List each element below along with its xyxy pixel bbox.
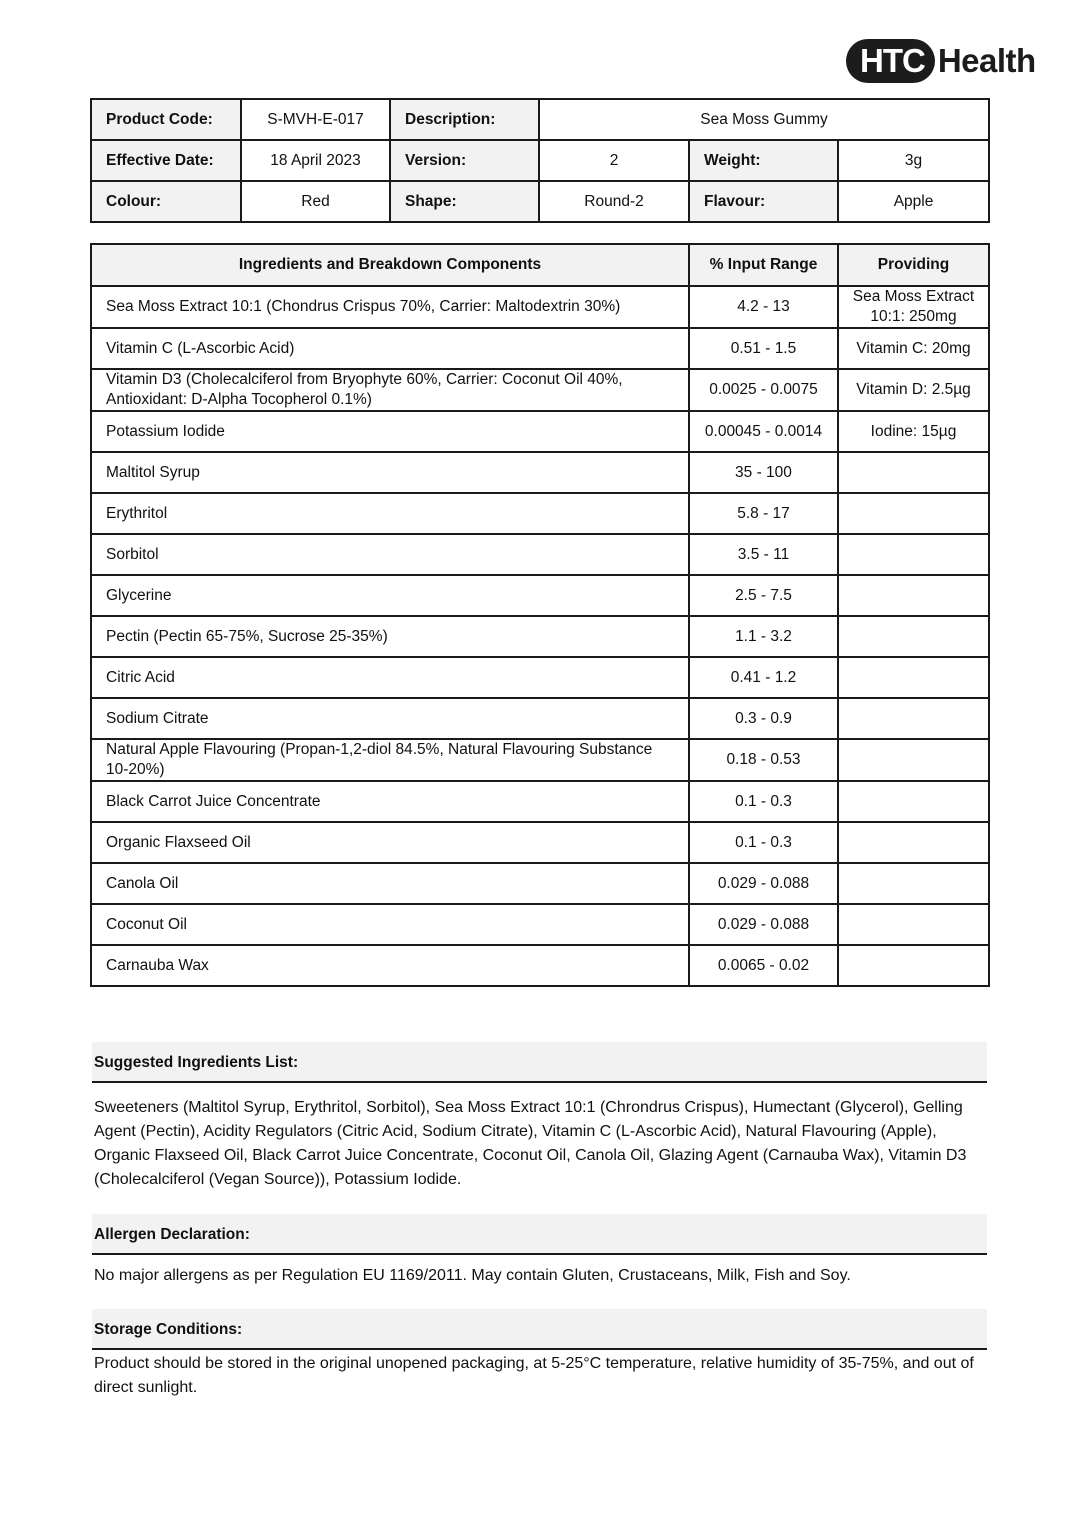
ingredient-input-range: 0.0065 - 0.02: [689, 945, 838, 986]
ingredient-row: [91, 781, 989, 822]
ingredient-name: Canola Oil: [91, 863, 689, 904]
effective-date-label: Effective Date:: [91, 140, 241, 181]
flavour-value: Apple: [838, 181, 989, 222]
ingredient-input-range: 1.1 - 3.2: [689, 616, 838, 657]
product-code-value: S-MVH-E-017: [241, 99, 390, 140]
ingredient-name: Vitamin D3 (Cholecalciferol from Bryophyte 60%, Carrier: Coconut Oil 40%, Antioxidant: D-Alpha Tocopherol 0.1%): [91, 369, 689, 411]
ingredient-row: [91, 493, 989, 534]
ingredient-input-range: 5.8 - 17: [689, 493, 838, 534]
colour-label: Colour:: [91, 181, 241, 222]
description-value: Sea Moss Gummy: [539, 99, 989, 140]
product-code-label: Product Code:: [91, 99, 241, 140]
ingredient-input-range: 0.51 - 1.5: [689, 328, 838, 369]
ingredients-header-row: [91, 244, 989, 286]
ingredient-row: [91, 452, 989, 493]
ingredient-row: [91, 739, 989, 781]
ingredient-input-range: 0.1 - 0.3: [689, 781, 838, 822]
allergen-text: No major allergens as per Regulation EU 1169/2011. May contain Gluten, Crustaceans, Milk, Fish and Soy.: [94, 1267, 851, 1284]
ingredient-row: [91, 616, 989, 657]
shape-label: Shape:: [390, 181, 539, 222]
column-header-ingredients: Ingredients and Breakdown Components: [91, 244, 689, 286]
ingredient-row: [91, 945, 989, 986]
ingredient-name: Potassium Iodide: [91, 411, 689, 452]
ingredient-input-range: 35 - 100: [689, 452, 838, 493]
ingredient-name: Coconut Oil: [91, 904, 689, 945]
ingredient-name: Erythritol: [91, 493, 689, 534]
effective-date-value: 18 April 2023: [241, 140, 390, 181]
ingredient-row: [91, 657, 989, 698]
ingredient-input-range: 0.0025 - 0.0075: [689, 369, 838, 411]
ingredient-name: Organic Flaxseed Oil: [91, 822, 689, 863]
ingredient-row: [91, 411, 989, 452]
ingredient-name: Citric Acid: [91, 657, 689, 698]
ingredient-input-range: 3.5 - 11: [689, 534, 838, 575]
ingredient-row: [91, 822, 989, 863]
ingredient-providing: [838, 698, 989, 739]
colour-value: Red: [241, 181, 390, 222]
ingredient-input-range: 0.41 - 1.2: [689, 657, 838, 698]
ingredient-input-range: 0.1 - 0.3: [689, 822, 838, 863]
ingredient-providing: Sea Moss Extract 10:1: 250mg: [838, 286, 989, 328]
logo-mark: [846, 39, 935, 83]
ingredient-providing: [838, 493, 989, 534]
ingredient-name: Carnauba Wax: [91, 945, 689, 986]
ingredient-name: Pectin (Pectin 65-75%, Sucrose 25-35%): [91, 616, 689, 657]
ingredient-name: Black Carrot Juice Concentrate: [91, 781, 689, 822]
header-row-1: [91, 99, 989, 140]
suggested-ingredients-text: Sweeteners (Maltitol Syrup, Erythritol, Sorbitol), Sea Moss Extract 10:1 (Chrondrus Crispus), Humectant (Glycerol), Gelling Agent (Pectin), Acidity Regulators (Citric Acid, Sodium Citrate), Vitamin C (L-Ascorbic Acid), Natural Flavouring (Apple), Organic Flaxseed Oil, Black Carrot Juice Concentrate, Coconut Oil, Canola Oil, Glazing Agent (Carnauba Wax), Vitamin D3 (Cholecalciferol (Vegan Source)), Potassium Iodide.: [94, 1099, 967, 1188]
ingredient-providing: [838, 534, 989, 575]
storage-text: Product should be stored in the original unopened packaging, at 5-25°C temperature, relative humidity of 35-75%, and out of direct sunlight.: [94, 1355, 974, 1396]
version-value: 2: [539, 140, 689, 181]
allergen-title: Allergen Declaration:: [92, 1214, 987, 1255]
htc-health-logo: [846, 38, 1036, 84]
header-row-2: [91, 140, 989, 181]
description-label: Description:: [390, 99, 539, 140]
ingredient-input-range: 0.00045 - 0.0014: [689, 411, 838, 452]
ingredient-providing: [838, 739, 989, 781]
ingredient-row: [91, 863, 989, 904]
ingredient-row: [91, 575, 989, 616]
ingredient-providing: [838, 452, 989, 493]
logo-mark-text: HTC: [860, 42, 925, 79]
ingredient-input-range: 4.2 - 13: [689, 286, 838, 328]
weight-label: Weight:: [689, 140, 838, 181]
ingredient-row: [91, 328, 989, 369]
ingredient-name: Maltitol Syrup: [91, 452, 689, 493]
ingredient-providing: [838, 904, 989, 945]
product-header-table: [90, 98, 990, 223]
ingredient-row: [91, 286, 989, 328]
ingredients-table: [90, 243, 990, 987]
ingredient-name: Sea Moss Extract 10:1 (Chondrus Crispus 70%, Carrier: Maltodextrin 30%): [91, 286, 689, 328]
ingredient-row: [91, 698, 989, 739]
ingredient-providing: [838, 657, 989, 698]
ingredient-name: Vitamin C (L-Ascorbic Acid): [91, 328, 689, 369]
ingredient-providing: [838, 863, 989, 904]
storage-section: [92, 1309, 987, 1400]
shape-value: Round-2: [539, 181, 689, 222]
weight-value: 3g: [838, 140, 989, 181]
ingredient-row: [91, 369, 989, 411]
suggested-ingredients-section: [92, 1042, 987, 1192]
ingredient-name: Sorbitol: [91, 534, 689, 575]
ingredient-providing: Iodine: 15µg: [838, 411, 989, 452]
ingredient-row: [91, 904, 989, 945]
version-label: Version:: [390, 140, 539, 181]
ingredient-providing: Vitamin D: 2.5µg: [838, 369, 989, 411]
ingredient-row: [91, 534, 989, 575]
storage-title: Storage Conditions:: [92, 1309, 987, 1350]
ingredient-name: Sodium Citrate: [91, 698, 689, 739]
ingredient-input-range: 2.5 - 7.5: [689, 575, 838, 616]
ingredient-input-range: 0.029 - 0.088: [689, 904, 838, 945]
allergen-section: [92, 1214, 987, 1288]
ingredient-providing: [838, 616, 989, 657]
flavour-label: Flavour:: [689, 181, 838, 222]
ingredient-providing: [838, 945, 989, 986]
logo-word: Health: [937, 42, 1036, 79]
ingredient-input-range: 0.18 - 0.53: [689, 739, 838, 781]
ingredient-providing: Vitamin C: 20mg: [838, 328, 989, 369]
ingredient-providing: [838, 822, 989, 863]
ingredient-name: Glycerine: [91, 575, 689, 616]
ingredient-name: Natural Apple Flavouring (Propan-1,2-diol 84.5%, Natural Flavouring Substance 10-20%): [91, 739, 689, 781]
ingredient-providing: [838, 575, 989, 616]
header-row-3: [91, 181, 989, 222]
ingredient-input-range: 0.029 - 0.088: [689, 863, 838, 904]
ingredient-providing: [838, 781, 989, 822]
ingredient-input-range: 0.3 - 0.9: [689, 698, 838, 739]
column-header-input-range: % Input Range: [689, 244, 838, 286]
column-header-providing: Providing: [838, 244, 989, 286]
suggested-ingredients-title: Suggested Ingredients List:: [92, 1042, 987, 1083]
